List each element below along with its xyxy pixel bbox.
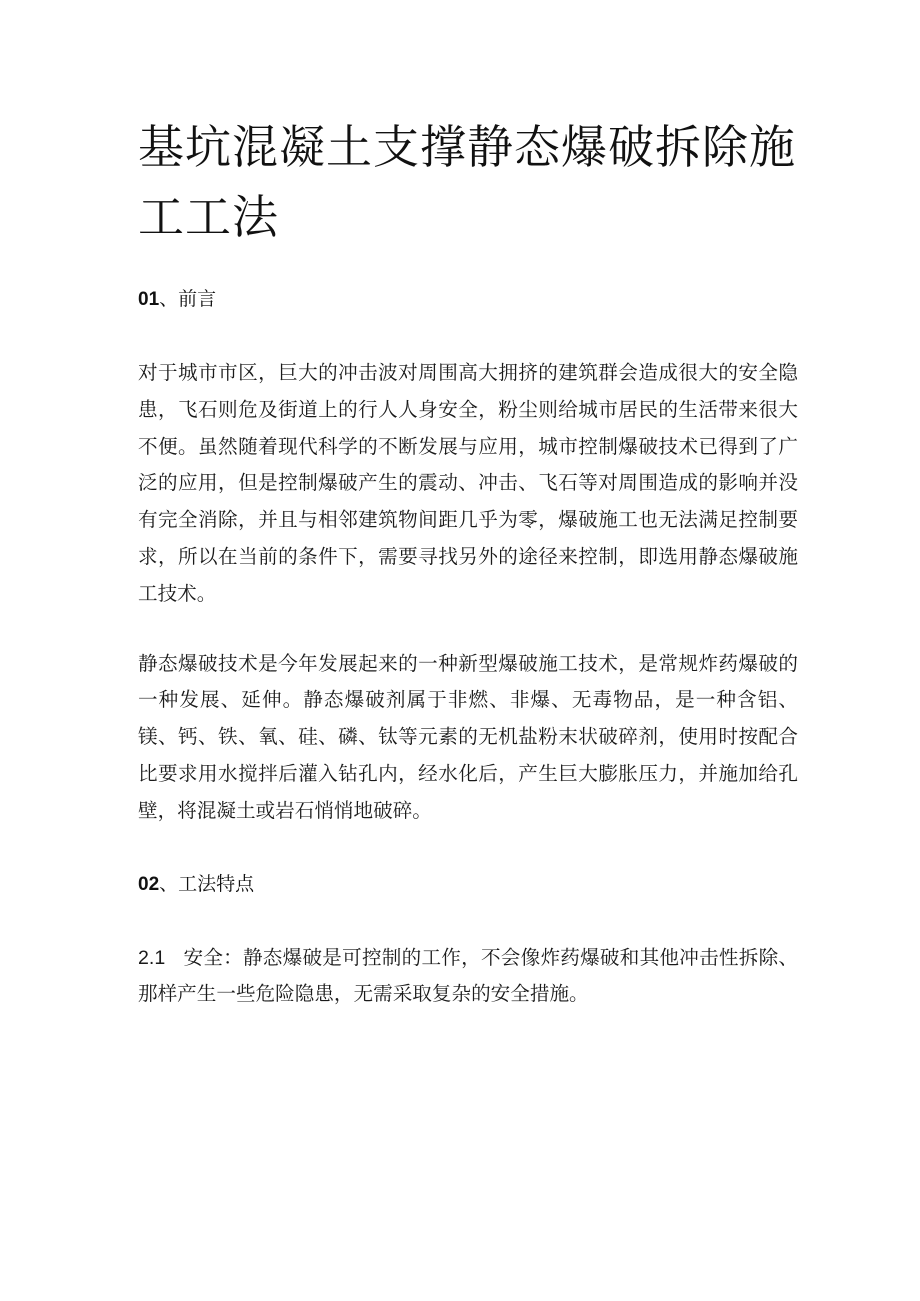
document-title: 基坑混凝土支撑静态爆破拆除施工工法 (138, 120, 796, 244)
section-heading-text: 、工法特点 (159, 872, 255, 895)
body-paragraph: 对于城市市区，巨大的冲击波对周围高大拥挤的建筑群会造成很大的安全隐患，飞石则危及街道上的行人人身安全，粉尘则给城市居民的生活带来很大不便。虽然随着现代科学的不断发展与应用，城市控制爆破技术已得到了广泛的应用，但是控制爆破产生的震动、冲击、飞石等对周围造成的影响并没有完全消除，并且与相邻建筑物间距几乎为零，爆破施工也无法满足控制要求，所以在当前的条件下，需要寻找另外的途径来控制，即选用静态爆破施工技术。 (138, 361, 798, 605)
numbered-item (138, 940, 798, 1014)
body-paragraph: 静态爆破技术是今年发展起来的一种新型爆破施工技术，是常规炸药爆破的一种发展、延伸。静态爆破剂属于非燃、非爆、无毒物品，是一种含铝、镁、钙、铁、氧、硅、磷、钛等元素的无机盐粉末状破碎剂，使用时按配合比要求用水搅拌后灌入钻孔内，经水化后，产生巨大膨胀压力，并施加给孔壁，将混凝土或岩石悄悄地破碎。 (138, 651, 798, 822)
document-page (138, 112, 798, 1013)
section-number: 01 (138, 289, 160, 310)
item-number: 2.1 (138, 946, 166, 969)
section-heading-text: 、前言 (159, 288, 217, 310)
section-heading-features (138, 869, 798, 900)
section-heading-preface (138, 284, 798, 315)
item-text: 安全：静态爆破是可控制的工作，不会像炸药爆破和其他冲击性拆除、那样产生一些危险隐患，无需采取复杂的安全措施。 (138, 945, 798, 1006)
section-number: 02 (138, 873, 160, 895)
